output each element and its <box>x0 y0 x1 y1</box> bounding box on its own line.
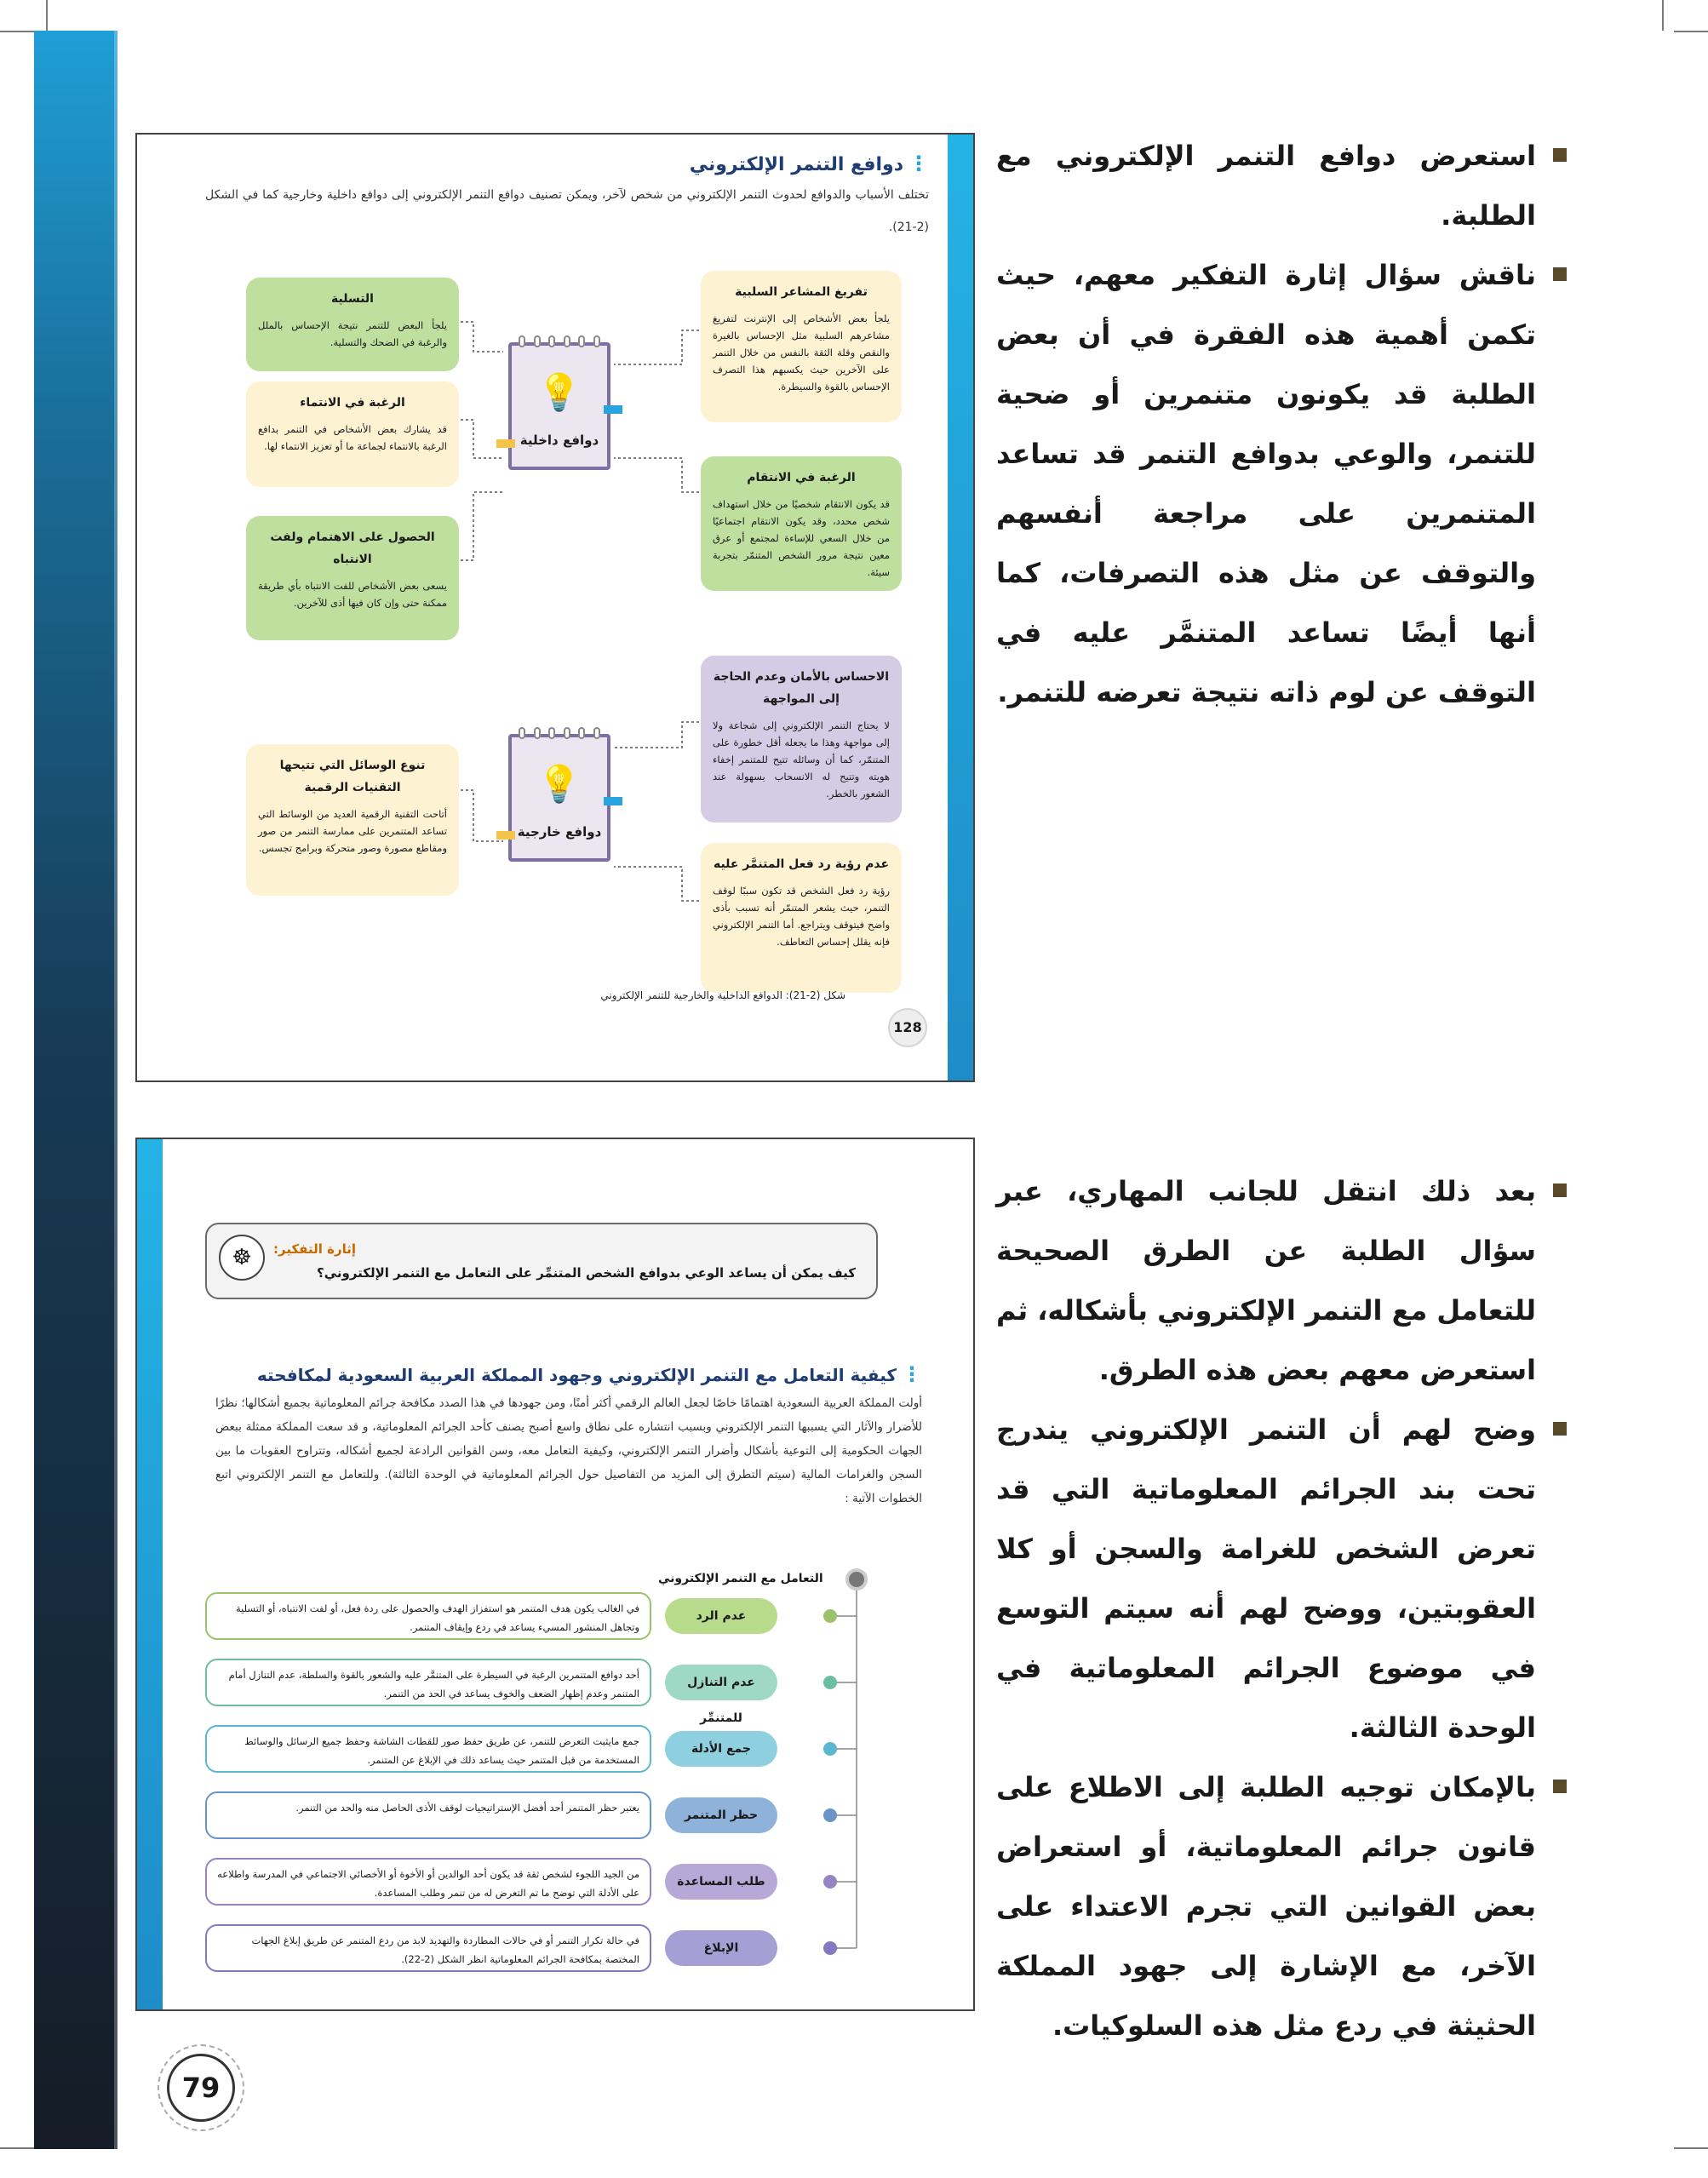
step-pill-no-concession: عدم التنازل للمتنمِّر <box>665 1665 777 1700</box>
crop-mark-bottom-right <box>1674 2147 1708 2149</box>
step-dot <box>823 1676 837 1689</box>
section-body-2: أولت المملكة العربية السعودية اهتمامًا خاصًا لجعل العالم الرقمي أكثر أمنًا، ومن جهودها في هذا الصدد مكافحة جرائم المعلوماتية بجميع أشكالها؛ نظرًا للأضرار والآثار التي يسببها التنمر الإلكتروني وبسبب انتشاره على نطاق واسع أصبح يصنف كأحد الجرائم المعلوماتية، و قد سعت المملكة ممثلة ببعض الجهات الحكومية إلى التوعية بأشكال وأضرار التنمر الإلكتروني، وكيفية التعامل معه، وسن القوانين الرادعة لجميع أشكاله، وتتراوح العقوبات ما بين السجن والغرامات المالية (سيتم التطرق إلى المزيد من التفاصيل حول الجرائم المعلوماتية في الوحدة الثالثة). وللتعامل مع التنمر الإلكتروني اتبع الخطوات الآتية : <box>215 1396 922 1505</box>
inner-page-number: 128 <box>888 1008 927 1047</box>
top-bullet-list <box>996 126 1567 722</box>
card-attention-body: يسعى بعض الأشخاص للفت الانتباه بأي طريقة ممكنة حتى وإن كان فيها أذى للآخرين. <box>258 580 447 609</box>
bullet-item: بالإمكان توجيه الطلبة إلى الاطلاع على قانون جرائم المعلوماتية، أو استعراض بعض القوانين التي تجرم الاعتداء على الآخر، مع الإشارة إلى جهود المملكة الحثيثة في ردع مثل هذه السلوكيات. <box>996 1757 1567 2055</box>
card-fun-body: يلجأ البعض للتنمر نتيجة الإحساس بالملل والرغبة في الضحك والتسلية. <box>258 319 447 348</box>
notebook-rings <box>519 335 600 347</box>
figure-caption: شكل (2-21): الدوافع الداخلية والخارجية للتنمر الإلكتروني <box>600 989 845 1001</box>
step-pill-block-bully: حظر المتنمر <box>665 1797 777 1833</box>
step-desc-collect-evidence: جمع مايثبت التعرض للتنمر، عن طريق حفظ صور للقطات الشاشة وحفظ جميع الرسائل والوسائط المستخدمة من قبل المتنمر حيث يساعد ذلك في الإبلاغ عن المتنمر. <box>205 1725 651 1773</box>
bullet-item: استعرض دوافع التنمر الإلكتروني مع الطلبة. <box>996 126 1567 245</box>
card-digital-tools <box>246 744 459 896</box>
step-pill-report: الإبلاغ <box>665 1930 777 1966</box>
left-gradient-sidebar <box>34 31 117 2149</box>
card-attention-title: الحصول على الاهتمام ولفت الانتباه <box>270 530 435 566</box>
card-digital-tools-title: تنوع الوسائل التي تتيحها التقنيات الرقمية <box>279 759 426 794</box>
crop-mark-top-right <box>1674 31 1708 32</box>
card-no-reaction-body: رؤية رد فعل الشخص قد تكون سببًا لوقف التنمر، حيث يشعر المتنمّر أنه تسبب بأذى واضح فيتوقف ويتراجع. أما التنمر الإلكتروني فإنه يقلل إحساس التعاطف. <box>713 885 890 948</box>
card-safety-title: الاحساس بالأمان وعدم الحاجة إلى المواجهة <box>713 670 890 706</box>
card-attention <box>246 516 459 640</box>
step-dot <box>823 1941 837 1955</box>
notebook-external <box>508 734 610 862</box>
card-revenge-title: الرغبة في الانتقام <box>747 471 856 484</box>
bullet-item: وضح لهم أن التنمر الإلكتروني يندرج تحت بند الجرائم المعلوماتية التي قد تعرض الشخص للغرامة والسجن أو كلا العقوبتين، ووضح لهم أنه سيتم التوسع في موضوع الجرائم المعلوماتية في الوحدة الثالثة. <box>996 1400 1567 1757</box>
steps-title: التعامل مع التنمر الإلكتروني <box>658 1572 823 1585</box>
bottom-bullet-list <box>996 1161 1567 2055</box>
step-dot <box>823 1742 837 1756</box>
step-desc-no-concession: أحد دوافع المتنمرين الرغبة في السيطرة على المتنمَّر عليه والشعور بالقوة والسلطة، عدم التنازل أمام المتنمر وعدم إظهار الضعف والخوف يساعد في الحد من التنمر. <box>205 1659 651 1706</box>
step-dot <box>823 1609 837 1623</box>
card-safety <box>701 656 902 822</box>
card-no-reaction <box>701 843 902 993</box>
think-label: إثارة التفكير: <box>273 1241 356 1257</box>
lightbulb-icon: 💡 <box>536 763 582 805</box>
external-motives-label: دوافع خارجية <box>517 824 602 840</box>
section-title-2: ⋮ كيفية التعامل مع التنمر الإلكتروني وجهود المملكة العربية السعودية لمكافحته <box>257 1362 922 1386</box>
textbook-page-motives <box>135 133 975 1082</box>
step-desc-no-reply: في الغالب يكون هدف المتنمر هو استفزاز الهدف والحصول على ردة فعل، أو لفت الانتباه، أو التسلية وتجاهل المنشور المسيء يساعد في ردع وإيقاف المتنمر. <box>205 1592 651 1640</box>
crop-mark-top-center <box>1662 0 1664 31</box>
step-desc-ask-help: من الجيد اللجوء لشخص ثقة قد يكون أحد الوالدين أو الأخوة أو الأخصائي الاجتماعي في المدرسة واطلاعه على الأدلة التي توضح ما تم التعرض له من تنمر وطلب المساعدة. <box>205 1858 651 1906</box>
notebook-tab <box>604 797 622 805</box>
step-dot <box>823 1875 837 1889</box>
step-desc-block-bully: يعتبر حظر المتنمر أحد أفضل الإستراتيجيات لوقف الأذى الحاصل منه والحد من التنمر. <box>205 1791 651 1839</box>
crop-mark-top-center-left <box>46 0 48 31</box>
card-fun <box>246 278 459 371</box>
bullet-item: بعد ذلك انتقل للجانب المهاري، عبر سؤال الطلبة عن الطرق الصحيحة للتعامل مع التنمر الإلكتروني بأشكاله، ثم استعرض معهم بعض هذه الطرق. <box>996 1161 1567 1400</box>
crop-mark-bottom-left <box>0 2147 34 2149</box>
notebook-internal <box>508 342 610 470</box>
card-revenge-body: قد يكون الانتقام شخصيًا من خلال استهداف شخص محدد، وقد يكون الانتقام اجتماعيًا من خلال السعي للإساءة لمجتمع أو عرق معين نتيجة مرور الشخص المتنمّر بتجربة سيئة. <box>713 498 890 578</box>
card-safety-body: لا يحتاج التنمر الإلكتروني إلى شجاعة ولا إلى مواجهة وهذا ما يجعله أقل خطورة على المتنمّر، كما أن وسائله تتيح للمتنمر إخفاء هويته وتتيح له الانسحاب بسهولة عند الشعور بالخطر. <box>713 719 890 800</box>
bullet-item: ناقش سؤال إثارة التفكير معهم، حيث تكمن أهمية هذه الفقرة في أن بعض الطلبة قد يكونون متنمرين أو ضحية للتنمر، والوعي بدوافع التنمر قد تساعد المتنمرين على مراجعة أنفسهم والتوقف عن مثل هذه التصرفات، كما أنها أيضًا تساعد المتنمَّر عليه في التوقف عن لوم ذاته نتيجة تعرضه للتنمر. <box>996 245 1567 722</box>
card-no-reaction-title: عدم رؤية رد فعل المتنمَّر عليه <box>713 857 890 871</box>
card-venting <box>701 271 902 422</box>
think-question: كيف يمكن أن يساعد الوعي بدوافع الشخص المتنمِّر على التعامل مع التنمر الإلكتروني؟ <box>317 1265 856 1281</box>
card-digital-tools-body: أتاحت التقنية الرقمية العديد من الوسائط التي تساعد المتنمرين على ممارسة التنمر من صور ومقاطع مصورة وصور متحركة وبرامج تجسس. <box>258 808 447 854</box>
step-pill-no-reply: عدم الرد <box>665 1598 777 1634</box>
card-belonging-title: الرغبة في الانتماء <box>300 396 405 410</box>
brain-icon: ☸ <box>219 1235 265 1281</box>
section-title: ⋮ دوافع التنمر الإلكتروني <box>690 152 929 175</box>
lightbulb-icon: 💡 <box>536 371 582 413</box>
step-dot <box>823 1808 837 1822</box>
card-revenge <box>701 456 902 591</box>
section-intro: تختلف الأسباب والدوافع لحدوث التنمر الإلكتروني من شخص لآخر، ويمكن تصنيف دوافع التنمر الإلكتروني إلى دوافع داخلية وخارجية كما في الشكل (2-21). <box>205 188 929 234</box>
step-pill-ask-help: طلب المساعدة <box>665 1864 777 1900</box>
internal-motives-label: دوافع داخلية <box>519 433 599 448</box>
card-belonging-body: قد يشارك بعض الأشخاص في التنمر بدافع الرغبة بالانتماء لجماعة ما أو تعزيز الانتماء لها. <box>258 423 447 452</box>
step-desc-report: في حالة تكرار التنمر أو في حالات المطاردة والتهديد لابد من ردع المتنمر عن طريق إبلاغ الجهات المختصة بمكافحة الجرائم المعلوماتية انظر الشكل (2-22). <box>205 1924 651 1972</box>
card-belonging <box>246 381 459 487</box>
crop-mark-top-left <box>0 31 34 32</box>
page-number: 79 <box>167 2054 235 2122</box>
card-venting-body: يلجأ بعض الأشخاص إلى الإنترنت لتفريغ مشاعرهم السلبية مثل الإحساس بالغيرة والنقص وقلة الثقة بالنفس من خلال التنمر على الآخرين حيث يكسبهم هذا التصرف الإحساس بالقوة والسيطرة. <box>713 312 890 393</box>
notebook-rings <box>519 727 600 739</box>
step-pill-collect-evidence: جمع الأدلة <box>665 1731 777 1767</box>
notebook-tab <box>604 405 622 414</box>
textbook-page-dealing <box>135 1138 975 2011</box>
card-venting-title: تفريغ المشاعر السلبية <box>735 285 868 299</box>
card-fun-title: التسلية <box>331 292 374 306</box>
